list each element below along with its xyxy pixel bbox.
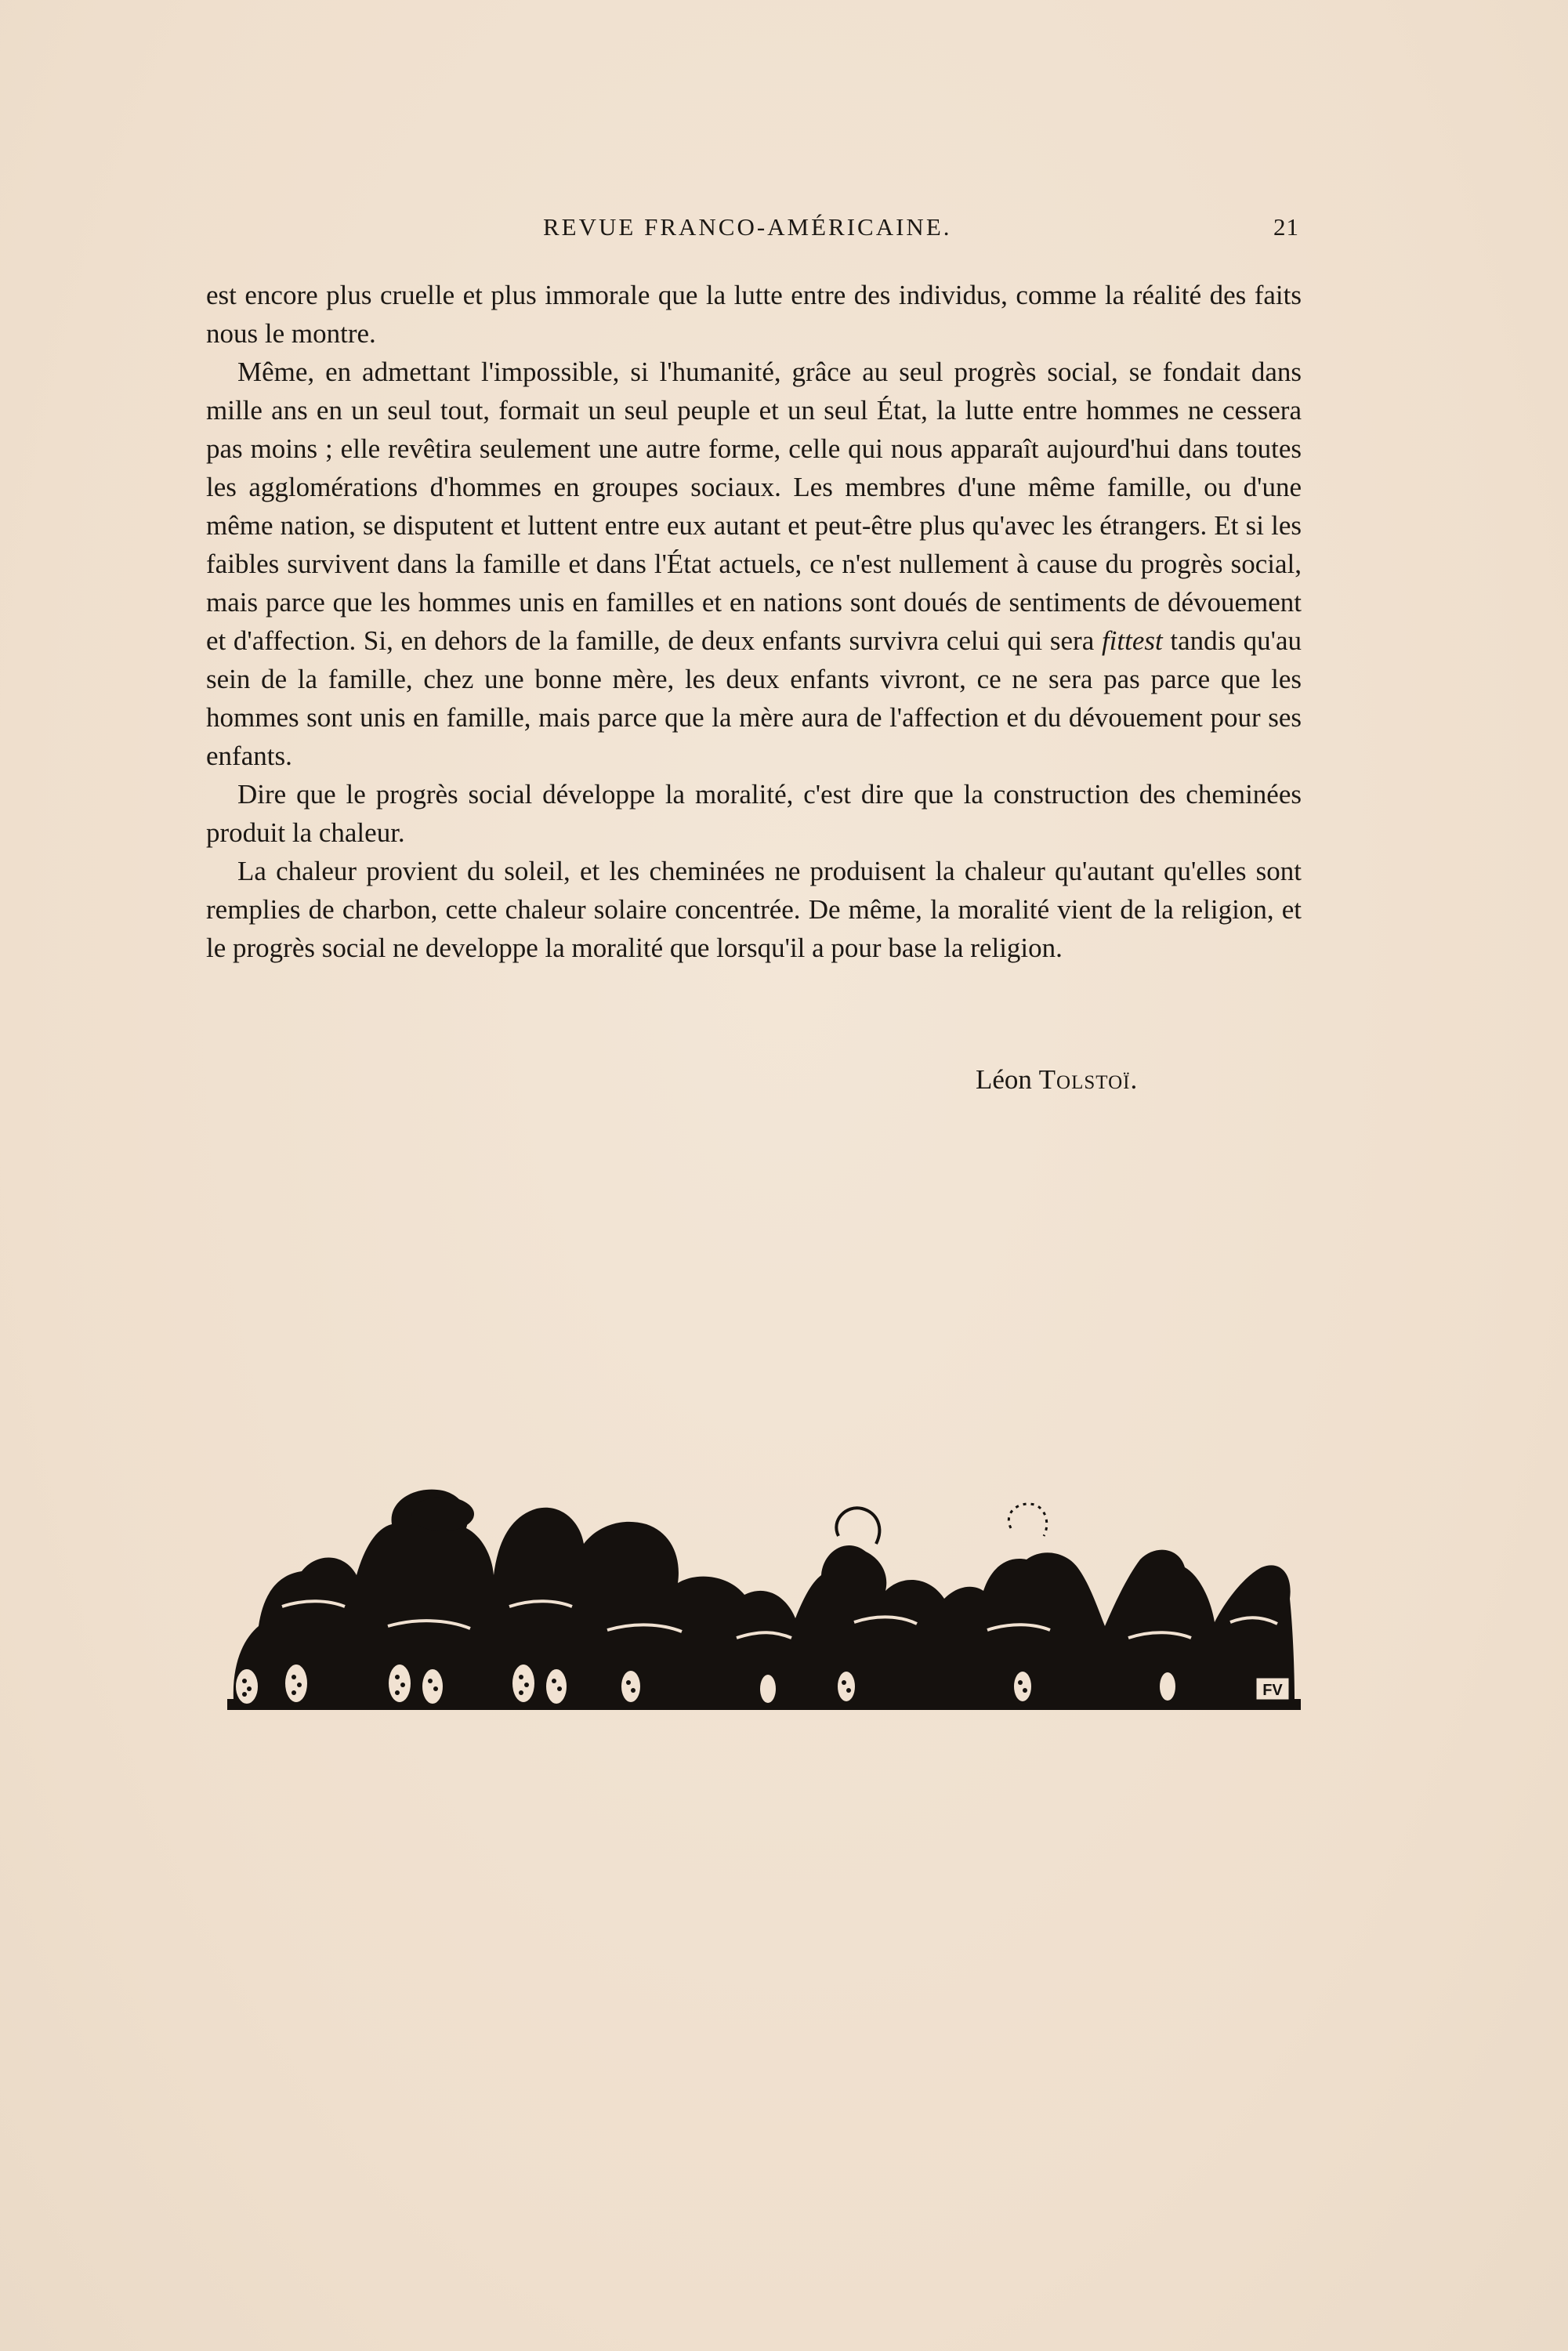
page-header xyxy=(206,213,1299,252)
paragraph-2-text: Même, en admettant l'impossible, si l'humanité, grâce au seul progrès social, se fondait dans mille ans en un seul tout, formait un seul peuple et un seul État, la lutte entre hommes ne cessera pas moins ; elle revêtira seulement une autre forme, celle qui nous apparaît aujourd'hui dans toutes les agglomérations d'hommes en groupes sociaux. Les membres d'une même famille, ou d'une même nation, se disputent et luttent entre eux autant et peut-être plus qu'avec les étrangers. Et si les faibles survivent dans la famille et dans l'État actuels, ce n'est nullement à cause du progrès social, mais parce que les hommes unis en familles et en nations sont doués de sentiments de dévouement et d'affection. Si, en dehors de la famille, de deux enfants survivra celui qui sera xyxy=(206,357,1302,656)
author-last-name: Tolstoï. xyxy=(1038,1064,1139,1095)
author-signature xyxy=(976,1064,1138,1096)
kneeling-figures-woodcut xyxy=(227,1481,1301,1724)
article-body xyxy=(206,276,1302,967)
bald-head-outline xyxy=(836,1508,879,1544)
woodcut-illustration xyxy=(227,1481,1301,1724)
paragraph-4: La chaleur provient du soleil, et les cheminées ne produisent la chaleur qu'autant qu'elles sont remplies de charbon, cette chaleur solaire concentrée. De même, la moralité vient de la religion, et le progrès social ne developpe la moralité que lorsqu'il a pour base la religion. xyxy=(206,856,1302,963)
running-title: REVUE FRANCO-AMÉRICAINE. xyxy=(543,213,952,241)
italic-term: fittest xyxy=(1101,625,1163,656)
paragraph-2-end: tandis qu'au sein de la famille, chez une bonne mère, les deux enfants vivront, ce ne sera pas parce que les hommes sont unis en famille, mais parce que la mère aura de l'affection et du dévouement pour ses enfants. xyxy=(206,625,1302,771)
paragraph-2 xyxy=(206,353,1302,775)
artist-monogram: FV xyxy=(1262,1682,1283,1699)
figure-hat xyxy=(411,1497,474,1531)
page-number: 21 xyxy=(1273,213,1299,241)
paragraph-1: est encore plus cruelle et plus immorale que la lutte entre des individus, comme la réalité des faits nous le montre. xyxy=(206,280,1302,349)
author-first-name: Léon xyxy=(976,1064,1032,1095)
halo-outline xyxy=(1009,1504,1046,1536)
paragraph-3: Dire que le progrès social développe la moralité, c'est dire que la construction des cheminées produit la chaleur. xyxy=(206,779,1302,848)
figures-silhouette xyxy=(234,1490,1295,1701)
